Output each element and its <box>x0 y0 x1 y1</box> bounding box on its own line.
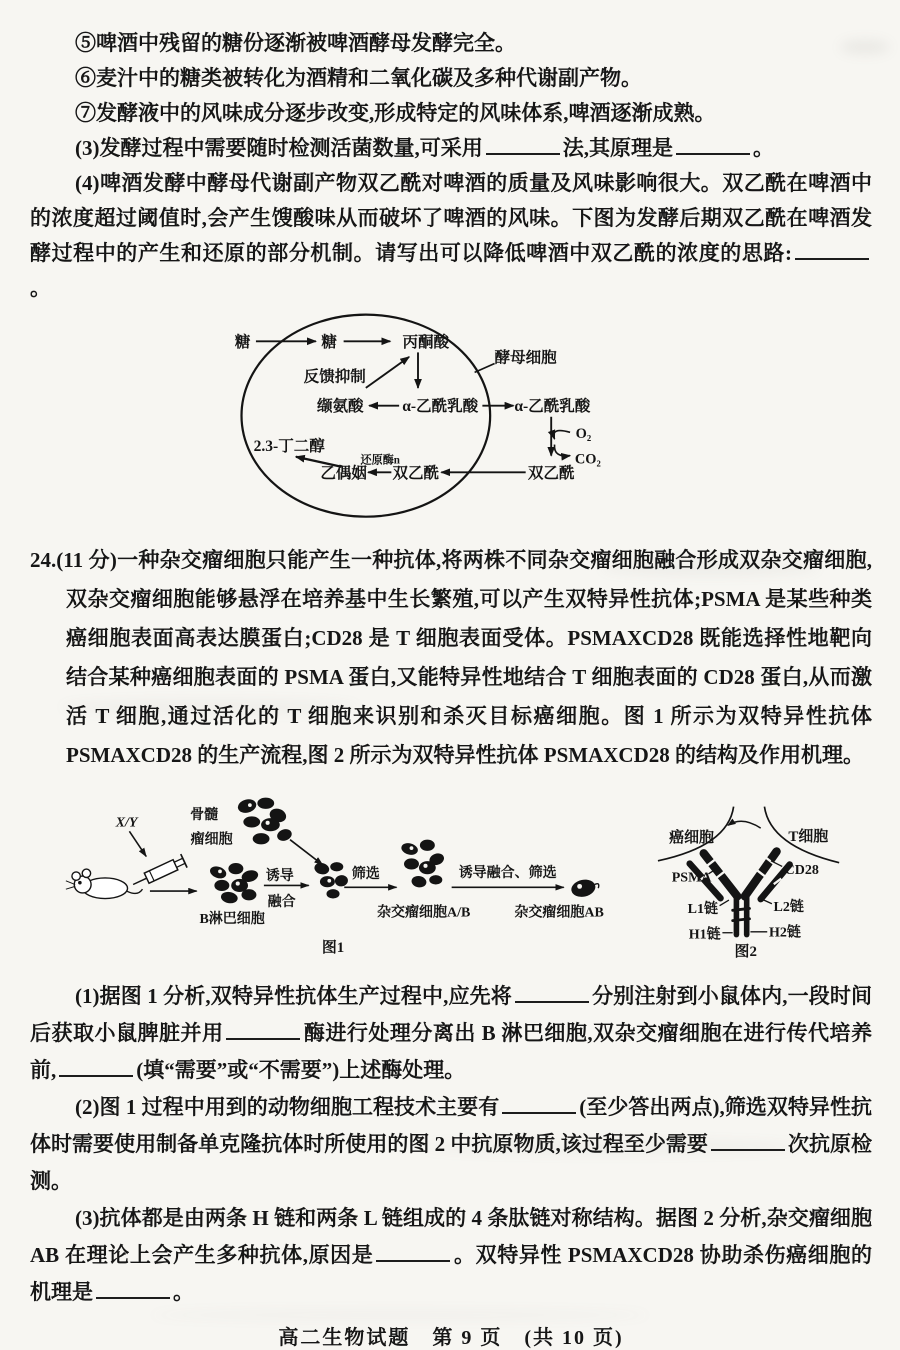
answer-blank <box>676 139 750 155</box>
label-acetolactate-inside: α-乙酰乳酸 <box>402 398 479 416</box>
label-co2: CO₂ <box>574 451 601 468</box>
label-diacetyl-inside: 双乙酰 <box>392 464 440 482</box>
answer-blank <box>502 1098 576 1114</box>
label-l1-chain: L1链 <box>687 902 719 918</box>
label-cancer-cell: 癌细胞 <box>669 830 715 847</box>
answer-blank <box>376 1246 450 1262</box>
label-fuse: 融合 <box>267 894 296 910</box>
figures-row <box>64 785 872 974</box>
answer-blank <box>795 244 869 260</box>
answer-blank <box>711 1135 785 1151</box>
label-psma: PSMA <box>671 870 712 886</box>
label-reductase: 还原酶n <box>360 454 400 467</box>
answer-blank <box>226 1024 300 1040</box>
question-4-paragraph: (4)啤酒发酵中酵母代谢副产物双乙酰对啤酒的质量及风味影响很大。双乙酰在啤酒中的浓度超过阈值时,会产生馊酸味从而破坏了啤酒的风味。下图为发酵后期双乙酰在啤酒发酵过程中的产生和还原的部分机制。请写出可以降低啤酒中双乙酰的浓度的思路:。 <box>30 171 872 300</box>
arrow-o2-in <box>554 431 570 439</box>
label-acetolactate-outside: α-乙酰乳酸 <box>514 398 591 416</box>
b-lymphocyte-cluster <box>208 863 259 905</box>
answer-blank <box>96 1283 170 1299</box>
list-item-6: ⑥麦汁中的糖类被转化为酒精和二氧化碳及多种代谢副产物。 <box>75 66 642 90</box>
arrow-co2-out <box>554 445 570 456</box>
label-acetoin: 乙偶姻 <box>320 464 367 482</box>
label-pyruvate: 丙酮酸 <box>402 333 450 351</box>
label-h2-chain: H2链 <box>769 925 802 941</box>
question-3-line: (3)发酵过程中需要随时检测活菌数量,可采用 法,其原理是 。 <box>75 136 774 160</box>
label-sugar-inside: 糖 <box>321 333 337 351</box>
label-screen: 筛选 <box>351 866 380 882</box>
figure1-production-flow <box>64 785 643 970</box>
arrow-feedback <box>366 357 409 388</box>
arrow-xy-to-syringe <box>129 831 146 856</box>
list-item-5: ⑤啤酒中残留的糖份逐渐被啤酒酵母发酵完全。 <box>75 31 516 55</box>
label-bone-marrow-2: 瘤细胞 <box>190 832 233 848</box>
label-cd28: CD28 <box>784 862 820 878</box>
answer-blank <box>515 987 589 1003</box>
label-h1-chain: H1链 <box>688 927 721 943</box>
hybridoma-a-b-cluster <box>400 840 446 889</box>
answer-blank <box>59 1061 133 1077</box>
label-butanediol: 2.3-丁二醇 <box>253 438 325 456</box>
myeloma-cell-cluster <box>236 797 293 844</box>
question-24-part-3: (3)抗体都是由两条 H 链和两条 L 链组成的 4 条肽链对称结构。据图 2 分析,杂交瘤细胞 AB 在理论上会产生多种抗体,原因是 。双特异性 PSMAXCD28 协助杀伤癌细胞的机理是 。 <box>30 1206 872 1304</box>
answer-blank <box>486 139 560 155</box>
page-footer: 高二生物试题 第 9 页 (共 10 页) <box>278 1327 624 1349</box>
list-item-7: ⑦发酵液中的风味成分逐步改变,形成特定的风味体系,啤酒逐渐成熟。 <box>75 101 716 125</box>
label-antigen-xy: X/Y <box>115 815 138 831</box>
pointer-yeast-cell <box>475 364 495 373</box>
syringe-icon <box>130 854 187 891</box>
arrow-tcell-to-cancer <box>728 821 761 828</box>
label-yeast-cell: 酵母细胞 <box>494 349 557 367</box>
label-b-lymphocyte: B淋巴细胞 <box>199 911 265 927</box>
label-hybridoma-ab: 杂交瘤细胞AB <box>514 905 604 921</box>
question-24-intro: 24.(11 分)一种杂交瘤细胞只能产生一种抗体,将两株不同杂交瘤细胞融合形成双杂交瘤细胞,双杂交瘤细胞能够悬浮在培养基中生长繁殖,可以产生双特异性抗体;PSMA 是某些种类癌细胞表面高表达膜蛋白;CD28 是 T 细胞表面受体。PSMAXCD28 既能选择性地靶向结合某种癌细胞表面的 PSMA 蛋白,又能特异性地结合 T 细胞表面的 CD28 蛋白,从而激活 T 细胞,通过活化的 T 细胞来识别和杀灭目标癌细胞。图 1 所示为双特异性抗体 PSMAXCD28 的生产流程,图 2 所示为双特异性抗体 PSMAXCD28 的结构及作用机理。 <box>30 548 872 767</box>
label-sugar-outside: 糖 <box>234 333 251 351</box>
label-o2: O₂ <box>575 425 592 442</box>
label-feedback-inhibition: 反馈抑制 <box>303 368 366 386</box>
label-induce: 诱导 <box>265 868 294 884</box>
pointer-l2 <box>762 899 772 904</box>
yeast-diagram-svg <box>218 308 618 530</box>
label-diacetyl-outside: 双乙酰 <box>527 464 575 482</box>
arrow-acetoin-butanediol <box>296 457 342 467</box>
label-l2-chain: L2链 <box>773 900 805 916</box>
label-t-cell: T细胞 <box>788 829 829 846</box>
question-24-part-1: (1)据图 1 分析,双特异性抗体生产过程中,应先将 分别注射到小鼠体内,一段时间后获取小鼠脾脏并用 酶进行处理分离出 B 淋巴细胞,双杂交瘤细胞在进行传代培养前, (填“需要”或“不需要”)上述酶处理。 <box>30 984 872 1082</box>
label-valine: 缬氨酸 <box>316 398 364 416</box>
question-24-part-2: (2)图 1 过程中用到的动物细胞工程技术主要有 (至少答出两点),筛选双特异性抗体时需要使用制备单克隆抗体时所使用的图 2 中抗原物质,该过程至少需要 次抗原检测。 <box>30 1095 873 1193</box>
label-induce-fuse-screen: 诱导融合、筛选 <box>458 866 557 882</box>
mouse-icon <box>66 869 143 898</box>
fused-cell-cluster <box>313 861 349 898</box>
label-bone-marrow-1: 骨髓 <box>190 808 219 824</box>
yeast-diacetyl-diagram <box>218 308 872 535</box>
figure2-caption: 图2 <box>734 944 758 961</box>
figure1-caption: 图1 <box>321 939 345 956</box>
figure2-antibody-structure <box>643 799 872 974</box>
yeast-cell-membrane <box>242 315 491 517</box>
label-hybridoma-a-b: 杂交瘤细胞A/B <box>376 905 471 921</box>
arrow-myeloma-to-fusion <box>290 840 323 865</box>
hybridoma-ab-cell <box>570 877 599 898</box>
